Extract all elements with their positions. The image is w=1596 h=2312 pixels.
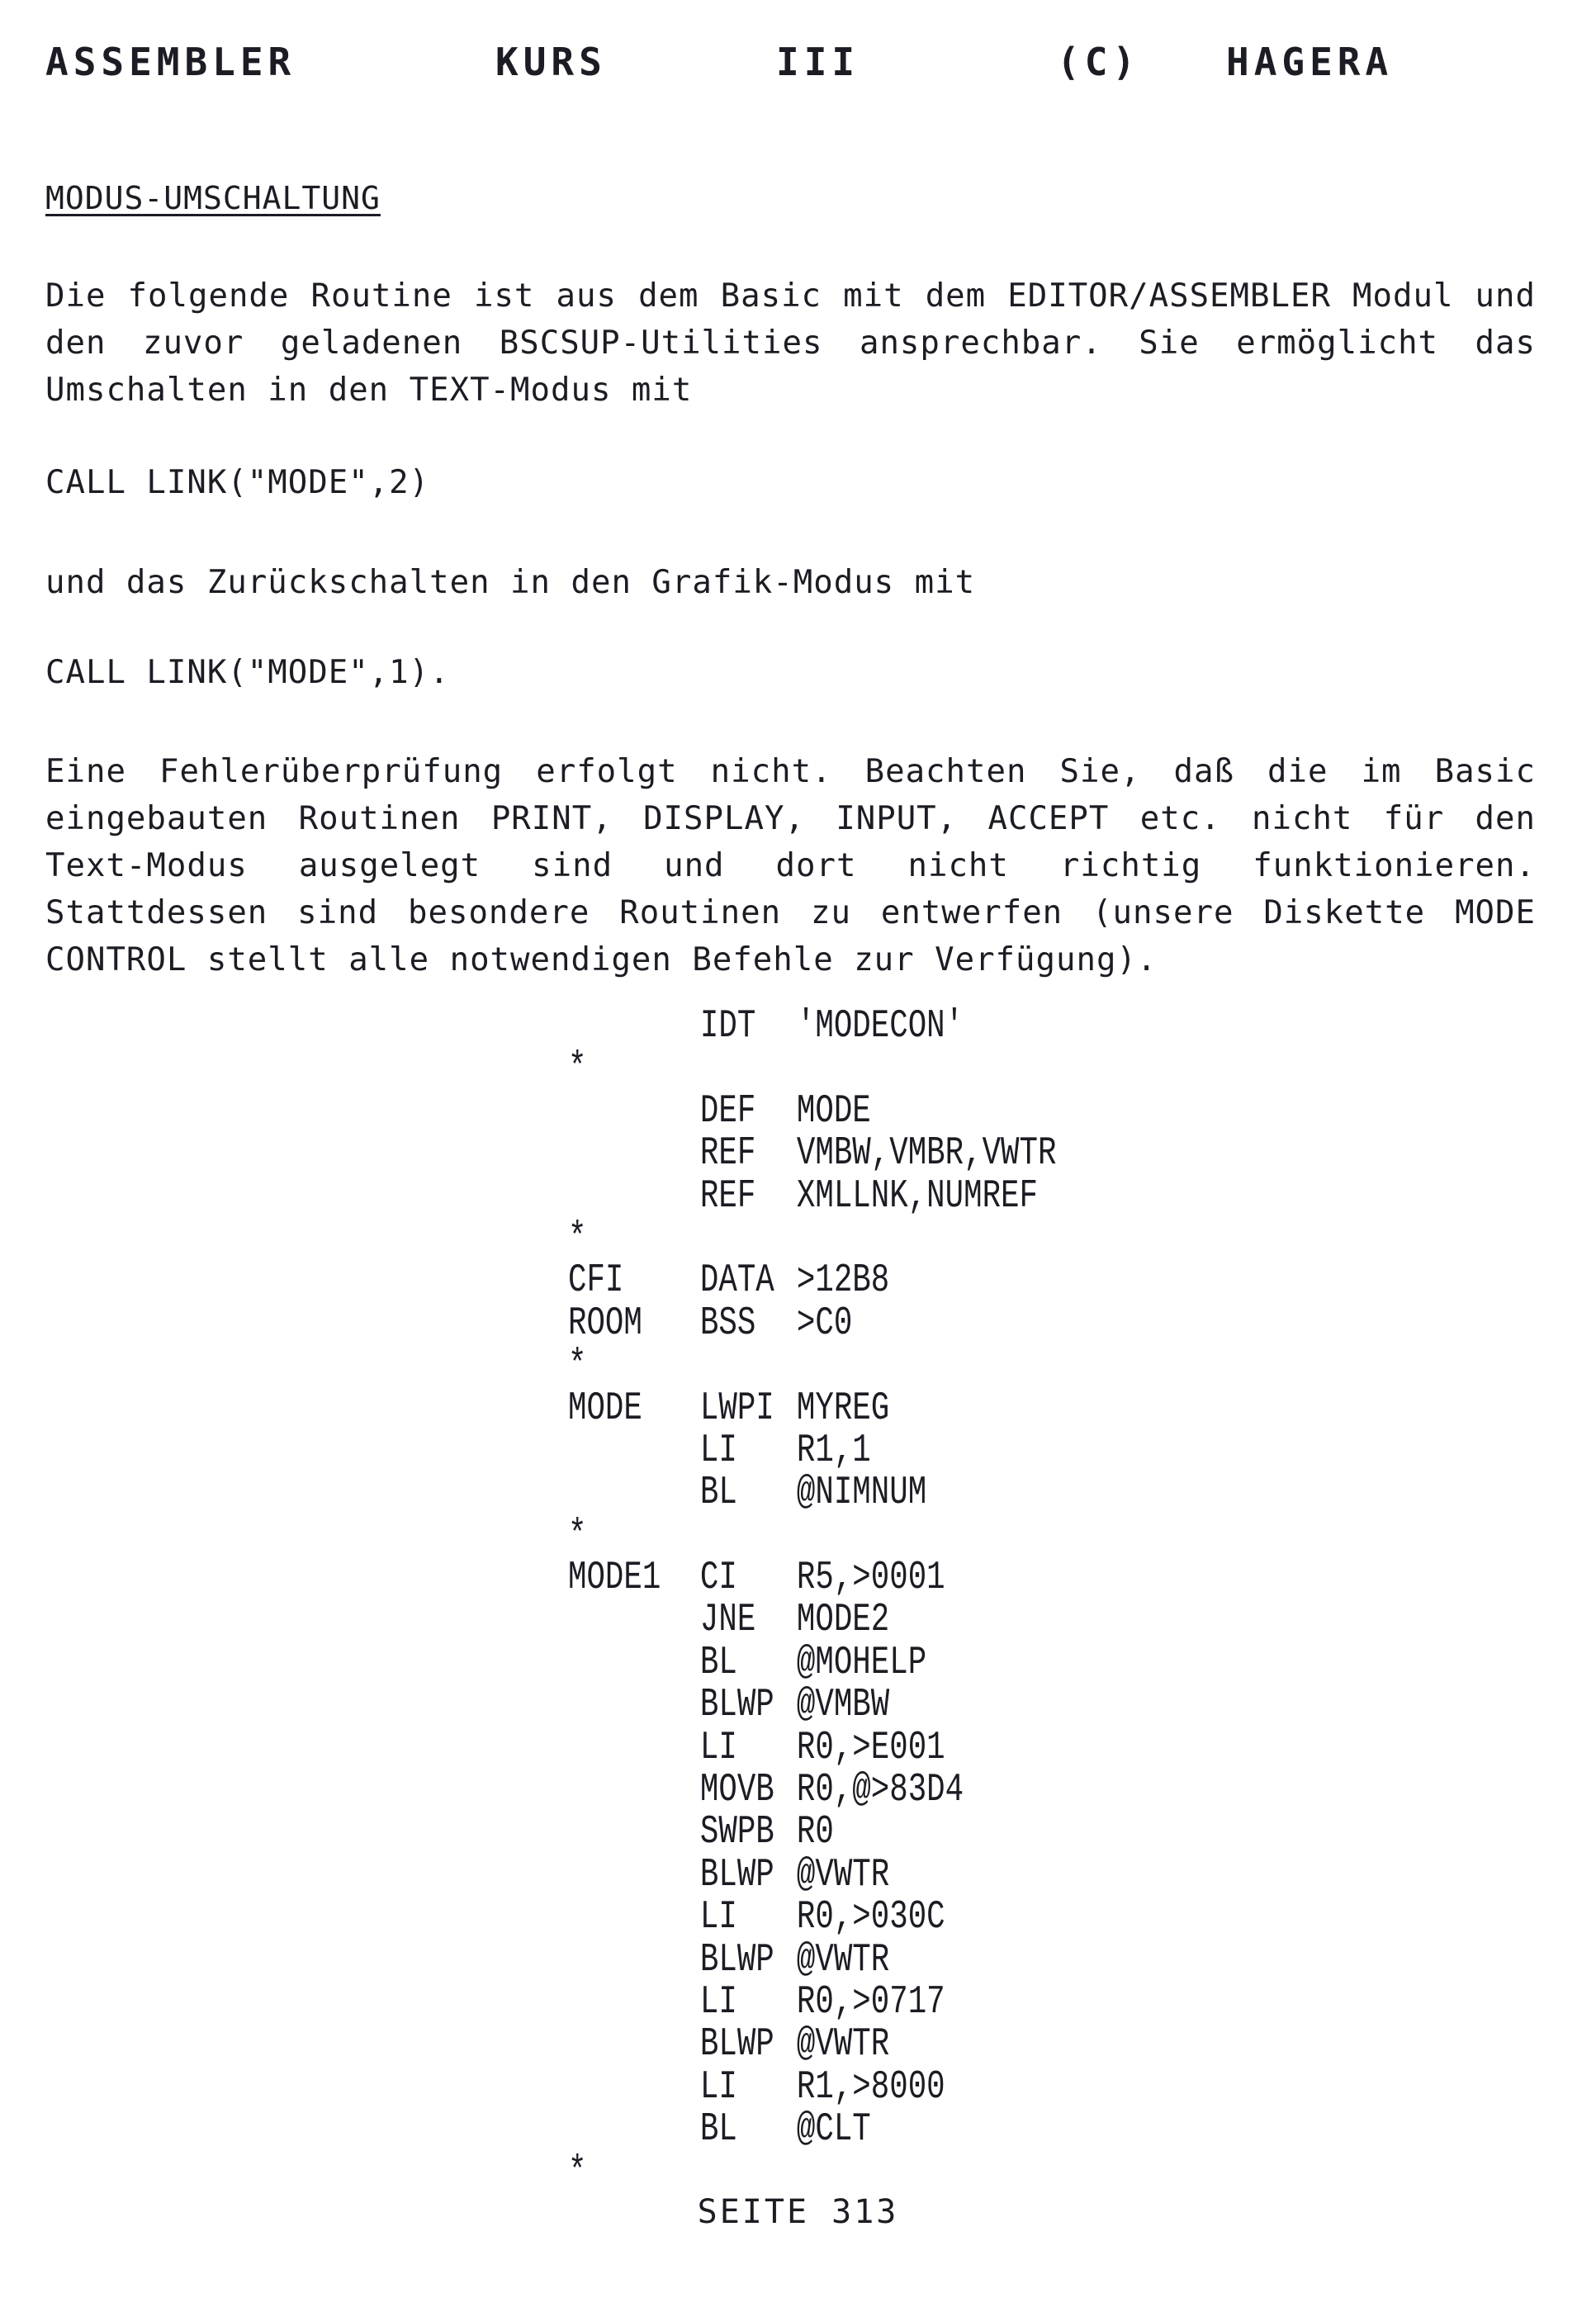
code-operand: MYREG [796, 1386, 890, 1431]
code-opcode: JNE [699, 1598, 756, 1643]
code-opcode: REF [699, 1131, 756, 1177]
section-title: MODUS-UMSCHALTUNG [45, 180, 381, 216]
code-operand: >12B8 [796, 1258, 890, 1304]
code-opcode: BLWP [699, 1937, 774, 1983]
code-opcode: IDT [699, 1004, 756, 1049]
code-call-text-mode: CALL LINK("MODE",2) [45, 464, 430, 501]
code-opcode: DEF [699, 1088, 756, 1134]
code-operand: R0 [796, 1810, 834, 1855]
paragraph-switch-back: und das Zurückschalten in den Grafik-Modus mit [45, 564, 976, 601]
code-label: CFI [568, 1258, 624, 1304]
code-operand: VMBW,VMBR,VWTR [796, 1131, 1057, 1177]
code-label: * [568, 1046, 587, 1092]
code-operand: R5,>0001 [796, 1556, 945, 1601]
code-opcode: MOVB [699, 1768, 774, 1813]
page-number: SEITE 313 [697, 2193, 899, 2231]
code-operand: R1,1 [796, 1428, 871, 1473]
code-operand: @NIMNUM [796, 1471, 927, 1516]
code-opcode: LWPI [699, 1386, 774, 1431]
code-label: MODE1 [568, 1556, 661, 1601]
code-operand: @VWTR [796, 1852, 890, 1897]
code-opcode: SWPB [699, 1810, 774, 1855]
code-opcode: BLWP [699, 1683, 774, 1728]
code-operand: 'MODECON' [796, 1004, 964, 1049]
code-operand: MODE2 [796, 1598, 890, 1643]
page-header [45, 40, 1466, 89]
code-opcode: BL [699, 2107, 737, 2153]
header-copyright: (C) [1057, 40, 1141, 84]
code-operand: MODE [796, 1088, 871, 1134]
code-operand: R0,>030C [796, 1895, 945, 1940]
code-label: * [568, 1343, 587, 1389]
code-opcode: LI [699, 1895, 737, 1940]
code-operand: @VWTR [796, 2022, 890, 2068]
code-opcode: BLWP [699, 1852, 774, 1897]
code-operand: @VWTR [796, 1937, 890, 1983]
code-operand: R0,>E001 [796, 1725, 945, 1770]
header-volume: III [776, 40, 860, 84]
code-opcode: BL [699, 1640, 737, 1685]
code-opcode: LI [699, 2064, 737, 2110]
code-operand: @VMBW [796, 1683, 890, 1728]
code-opcode: BL [699, 1471, 737, 1516]
code-label: * [568, 1215, 587, 1261]
code-label: ROOM [568, 1300, 642, 1346]
header-course: KURS [495, 40, 607, 84]
code-opcode: REF [699, 1173, 756, 1219]
code-label: * [568, 2149, 587, 2195]
paragraph-notes: Eine Fehlerüberprüfung erfolgt nicht. Beachten Sie, daß die im Basic eingebauten Routinen PRINT, DISPLAY, INPUT, ACCEPT etc. nicht für den Text-Modus ausgelegt sind und dort nicht richtig funktionieren. Stattdessen sind besondere Routinen zu entwerfen (unsere Diskette MODE CONTROL stellt alle notwendigen Befehle zur Verfügung). [45, 753, 1536, 978]
header-author: HAGERA [1226, 40, 1394, 84]
code-opcode: LI [699, 1428, 737, 1473]
code-opcode: CI [699, 1556, 737, 1601]
code-operand: >C0 [796, 1300, 853, 1346]
code-opcode: LI [699, 1979, 737, 2025]
code-operand: @MOHELP [796, 1640, 927, 1685]
code-opcode: DATA [699, 1258, 774, 1304]
code-label: MODE [568, 1386, 642, 1431]
code-operand: @CLT [796, 2107, 871, 2153]
header-title: ASSEMBLER [45, 40, 296, 84]
code-operand: R0,@>83D4 [796, 1768, 964, 1813]
code-opcode: LI [699, 1725, 737, 1770]
code-operand: R0,>0717 [796, 1979, 945, 2025]
code-label: * [568, 1513, 587, 1558]
code-opcode: BLWP [699, 2022, 774, 2068]
paragraph-intro: Die folgende Routine ist aus dem Basic mit dem EDITOR/ASSEMBLER Modul und den zuvor geladenen BSCSUP-Utilities ansprechbar. Sie ermöglicht das Umschalten in den TEXT-Modus mit [45, 277, 1536, 409]
code-operand: XMLLNK,NUMREF [796, 1173, 1038, 1219]
code-operand: R1,>8000 [796, 2064, 945, 2110]
code-call-graphics-mode: CALL LINK("MODE",1). [45, 654, 450, 691]
code-opcode: BSS [699, 1300, 756, 1346]
